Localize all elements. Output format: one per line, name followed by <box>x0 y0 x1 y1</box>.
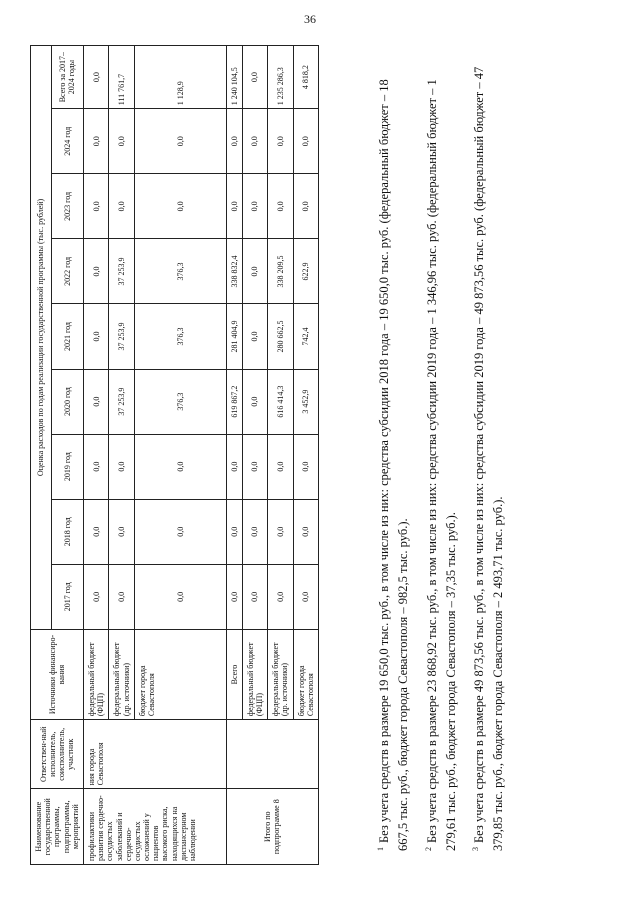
responsible-cell: ния города Севастополя <box>83 720 226 789</box>
value-cell: 37 253,9 <box>109 369 134 434</box>
footnote-mark: 3 <box>471 847 481 851</box>
header-row-group <box>31 46 52 865</box>
header-year: 2022 год <box>51 239 83 304</box>
value-cell: 742,4 <box>293 304 318 369</box>
value-cell: 0,0 <box>134 499 226 564</box>
value-cell: 0,0 <box>242 174 267 239</box>
value-cell: 376,3 <box>134 239 226 304</box>
value-cell: 37 253,9 <box>109 304 134 369</box>
table-row <box>83 46 108 865</box>
value-cell: 0,0 <box>83 174 108 239</box>
source-cell: федеральный бюджет (др. источники) <box>109 629 134 719</box>
value-cell: 338 832,4 <box>226 239 242 304</box>
rotated-page-content <box>30 45 610 865</box>
value-cell: 0,0 <box>109 109 134 174</box>
footnotes <box>375 51 518 851</box>
value-cell: 619 867,2 <box>226 369 242 434</box>
value-cell: 622,9 <box>293 239 318 304</box>
header-estimate-group: Оценка расходов по годам реализации государственной программы (тыс. рублей) <box>31 46 52 630</box>
budget-table <box>30 45 319 865</box>
source-cell: бюджет города Севастополя <box>293 629 318 719</box>
header-sources: Источники финансиро-вания <box>31 629 84 719</box>
value-cell: 0,0 <box>134 174 226 239</box>
total-cell: 111 761,7 <box>109 46 134 109</box>
value-cell: 0,0 <box>268 564 293 629</box>
header-year: 2020 год <box>51 369 83 434</box>
value-cell: 0,0 <box>134 434 226 499</box>
value-cell: 280 662,5 <box>268 304 293 369</box>
value-cell: 0,0 <box>226 434 242 499</box>
value-cell: 0,0 <box>242 499 267 564</box>
footnote <box>470 51 508 851</box>
value-cell: 0,0 <box>268 499 293 564</box>
value-cell: 0,0 <box>226 499 242 564</box>
value-cell: 0,0 <box>226 109 242 174</box>
value-cell: 0,0 <box>242 304 267 369</box>
value-cell: 376,3 <box>134 304 226 369</box>
measure-name-cell: профилактики развития сердечно-сосудистых заболеваний и сердечно-сосудистых осложнений у пациентов высокого риска, находящихся на диспансерном наблюдении <box>83 789 226 865</box>
header-year: 2023 год <box>51 174 83 239</box>
total-cell: 1 235 286,3 <box>268 46 293 109</box>
header-responsible: Ответствен-ный исполнитель, соисполнитель, участник <box>31 720 84 789</box>
subprogram-total-label: Итого по подпрограмме 8 <box>226 789 318 865</box>
value-cell: 37 253,9 <box>109 239 134 304</box>
page-number: 36 <box>304 12 316 26</box>
value-cell: 0,0 <box>109 564 134 629</box>
value-cell: 0,0 <box>226 174 242 239</box>
value-cell: 0,0 <box>293 174 318 239</box>
value-cell: 0,0 <box>268 174 293 239</box>
value-cell: 0,0 <box>242 434 267 499</box>
header-year: 2019 год <box>51 434 83 499</box>
value-cell: 0,0 <box>109 499 134 564</box>
header-year: 2018 год <box>51 499 83 564</box>
value-cell: 0,0 <box>242 564 267 629</box>
value-cell: 281 404,9 <box>226 304 242 369</box>
header-year: 2024 год <box>51 109 83 174</box>
table-row <box>226 46 242 865</box>
value-cell: 376,3 <box>134 369 226 434</box>
footnote <box>423 51 461 851</box>
total-cell: 1 240 104,5 <box>226 46 242 109</box>
value-cell: 0,0 <box>83 369 108 434</box>
value-cell: 0,0 <box>134 109 226 174</box>
source-cell: бюджет города Севастополя <box>134 629 226 719</box>
total-cell: 4 818,2 <box>293 46 318 109</box>
source-cell: Всего <box>226 629 242 719</box>
footnote-mark: 2 <box>423 847 433 851</box>
value-cell: 0,0 <box>293 109 318 174</box>
value-cell: 0,0 <box>83 564 108 629</box>
value-cell: 0,0 <box>268 434 293 499</box>
value-cell: 0,0 <box>226 564 242 629</box>
header-year: 2021 год <box>51 304 83 369</box>
value-cell: 0,0 <box>134 564 226 629</box>
source-cell: федеральный бюджет (ФЦП) <box>83 629 108 719</box>
value-cell: 0,0 <box>83 109 108 174</box>
header-total: Всего за 2017–2024 годы <box>51 46 83 109</box>
total-cell: 0,0 <box>242 46 267 109</box>
footnote-text: Без учета средств в размере 49 873,56 тыс. руб., в том числе из них: средства субсидии 2019 года – 49 873,56 тыс. руб. (федеральный бюджет – 47 379,85 тыс. руб., бюджет города Севастополя – 2 493,71 тыс. руб.). <box>472 66 506 851</box>
value-cell: 3 452,9 <box>293 369 318 434</box>
value-cell: 0,0 <box>83 239 108 304</box>
value-cell: 0,0 <box>242 109 267 174</box>
value-cell: 0,0 <box>242 239 267 304</box>
source-cell: федеральный бюджет (ФЦП) <box>242 629 267 719</box>
value-cell: 0,0 <box>268 109 293 174</box>
footnote-mark: 1 <box>376 847 385 851</box>
source-cell: федеральный бюджет (др. источники) <box>268 629 293 719</box>
value-cell: 0,0 <box>293 434 318 499</box>
value-cell: 338 209,5 <box>268 239 293 304</box>
value-cell: 0,0 <box>83 434 108 499</box>
header-year: 2017 год <box>51 564 83 629</box>
header-name: Наименование государственной программы, подпрограммы, мероприятий <box>31 789 84 865</box>
value-cell: 0,0 <box>293 564 318 629</box>
total-cell: 1 128,9 <box>134 46 226 109</box>
footnote <box>375 51 413 851</box>
value-cell: 0,0 <box>109 434 134 499</box>
value-cell: 0,0 <box>293 499 318 564</box>
value-cell: 0,0 <box>83 304 108 369</box>
value-cell: 0,0 <box>242 369 267 434</box>
footnote-text: Без учета средств в размере 23 868,92 тыс. руб., в том числе из них: средства субсидии 2019 года – 1 346,96 тыс. руб. (федеральный бюджет – 1 279,61 тыс. руб., бюджет города Севастополя – 37,35 тыс. руб.). <box>424 79 458 851</box>
value-cell: 616 414,3 <box>268 369 293 434</box>
responsible-cell-empty <box>226 720 318 789</box>
value-cell: 0,0 <box>83 499 108 564</box>
footnote-text: Без учета средств в размере 19 650,0 тыс. руб., в том числе из них: средства субсидии 2018 года – 19 650,0 тыс. руб. (федеральный бюджет – 18 667,5 тыс. руб., бюджет города Севастополя – 982,5 тыс. руб.). <box>377 79 410 851</box>
total-cell: 0,0 <box>83 46 108 109</box>
value-cell: 0,0 <box>109 174 134 239</box>
